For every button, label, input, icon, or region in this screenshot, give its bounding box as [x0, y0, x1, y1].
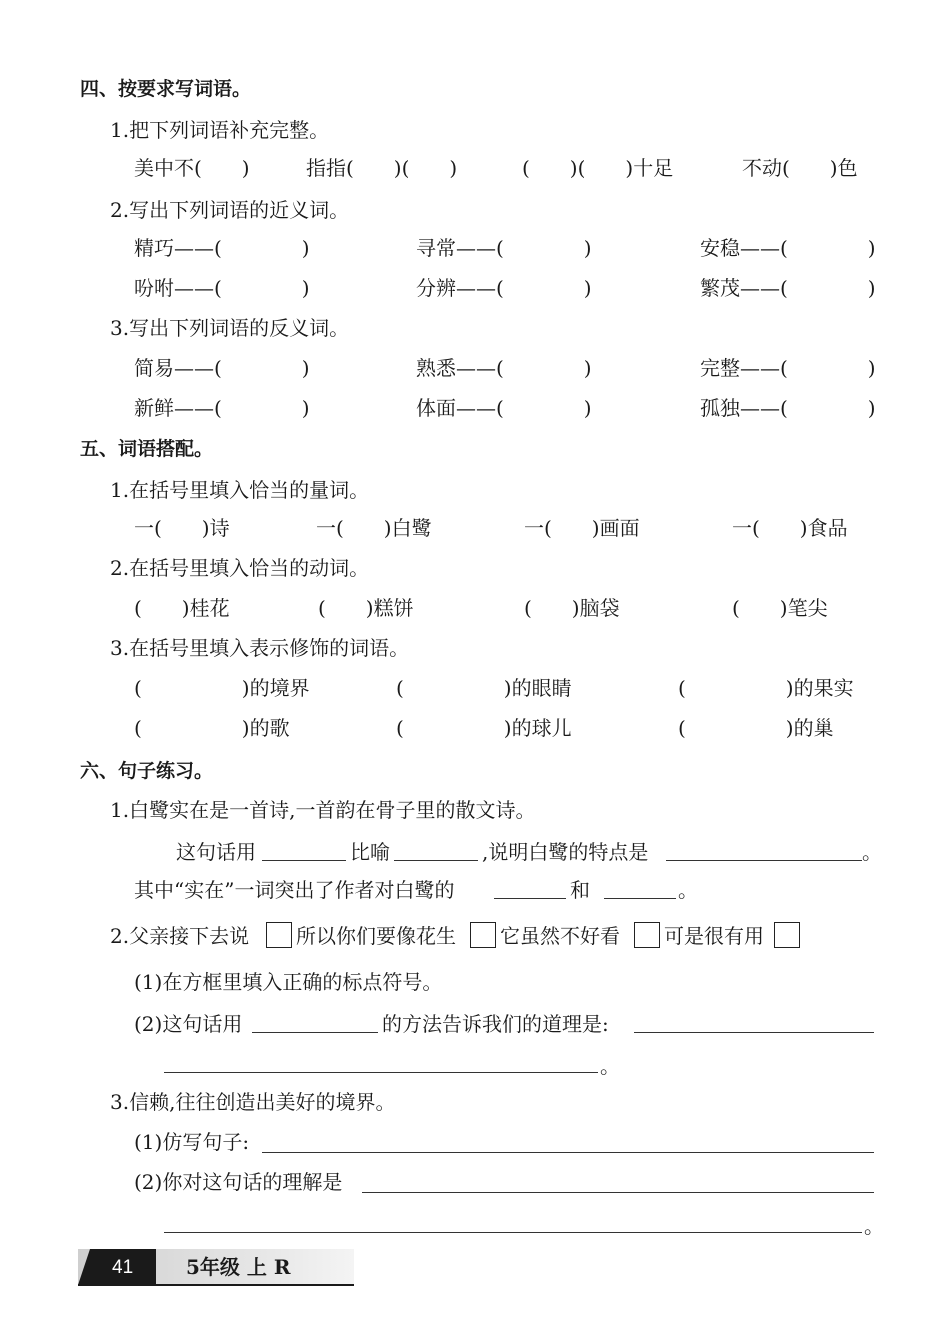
- answer-line[interactable]: [164, 1232, 862, 1233]
- section-4-title: 四、按要求写词语。: [80, 78, 252, 100]
- measure-word-item: 一( )白鹭: [316, 516, 432, 540]
- verb-item: ( )笔尖: [732, 596, 828, 620]
- sentence-text: 其中“实在”一词突出了作者对白鹭的: [134, 878, 455, 902]
- answer-line[interactable]: [394, 860, 478, 861]
- fill-item: ( )( )十足: [522, 156, 674, 180]
- sub-question: (1)在方框里填入正确的标点符号。: [134, 970, 443, 994]
- synonym-item: 繁茂——( ): [700, 276, 876, 300]
- measure-word-item: 一( )画面: [524, 516, 640, 540]
- fill-item: 美中不( ): [134, 156, 250, 180]
- question-4-2: 2.写出下列词语的近义词。: [110, 198, 350, 222]
- grade-label: 5年级 上 R: [186, 1255, 291, 1279]
- sentence-text: 可是很有用: [664, 924, 764, 948]
- modifier-item: ( )的球儿: [396, 716, 572, 740]
- punctuation-box[interactable]: [266, 922, 292, 948]
- synonym-item: 寻常——( ): [416, 236, 592, 260]
- synonym-item: 吩咐——( ): [134, 276, 310, 300]
- modifier-item: ( )的眼睛: [396, 676, 572, 700]
- sentence-text: 。: [678, 878, 698, 902]
- sentence-text: ,说明白鹭的特点是: [482, 840, 649, 864]
- question-5-3: 3.在括号里填入表示修饰的词语。: [110, 636, 410, 660]
- question-4-1: 1.把下列词语补充完整。: [110, 118, 330, 142]
- question-4-3: 3.写出下列词语的反义词。: [110, 316, 350, 340]
- sentence-text: 这句话用: [176, 840, 256, 864]
- answer-line[interactable]: [252, 1032, 378, 1033]
- footer-rule: [78, 1284, 354, 1286]
- answer-line[interactable]: [362, 1192, 874, 1193]
- page-number: 41: [112, 1257, 134, 1278]
- sentence-text: 。: [864, 1214, 884, 1238]
- antonym-item: 熟悉——( ): [416, 356, 592, 380]
- sub-question: (1)仿写句子:: [134, 1130, 250, 1154]
- antonym-item: 新鲜——( ): [134, 396, 310, 420]
- sentence-text: 。: [862, 840, 882, 864]
- measure-word-item: 一( )食品: [732, 516, 848, 540]
- answer-line[interactable]: [494, 898, 566, 899]
- antonym-item: 完整——( ): [700, 356, 876, 380]
- answer-line[interactable]: [164, 1072, 598, 1073]
- answer-line[interactable]: [666, 860, 862, 861]
- sentence-text: 所以你们要像花生: [296, 924, 456, 948]
- synonym-item: 安稳——( ): [700, 236, 876, 260]
- question-6-3: 3.信赖,往往创造出美好的境界。: [110, 1090, 396, 1114]
- antonym-item: 简易——( ): [134, 356, 310, 380]
- question-5-2: 2.在括号里填入恰当的动词。: [110, 556, 370, 580]
- sentence-text: 和: [570, 878, 590, 902]
- answer-line[interactable]: [634, 1032, 874, 1033]
- answer-line[interactable]: [604, 898, 676, 899]
- question-6-1: 1.白鹭实在是一首诗,一首韵在骨子里的散文诗。: [110, 798, 536, 822]
- verb-item: ( )脑袋: [524, 596, 620, 620]
- modifier-item: ( )的巢: [678, 716, 834, 740]
- modifier-item: ( )的歌: [134, 716, 290, 740]
- sentence-text: 比喻: [350, 840, 390, 864]
- verb-item: ( )桂花: [134, 596, 230, 620]
- fill-item: 指指( )( ): [306, 156, 458, 180]
- synonym-item: 分辨——( ): [416, 276, 592, 300]
- question-5-1: 1.在括号里填入恰当的量词。: [110, 478, 370, 502]
- answer-line[interactable]: [262, 860, 346, 861]
- sentence-text: 的方法告诉我们的道理是:: [382, 1012, 609, 1036]
- section-5-title: 五、词语搭配。: [80, 438, 214, 460]
- modifier-item: ( )的果实: [678, 676, 854, 700]
- sentence-text: 它虽然不好看: [500, 924, 620, 948]
- antonym-item: 孤独——( ): [700, 396, 876, 420]
- sub-question: (2)这句话用: [134, 1012, 243, 1036]
- sub-question: (2)你对这句话的理解是: [134, 1170, 343, 1194]
- fill-item: 不动( )色: [742, 156, 858, 180]
- question-6-2: 2.父亲接下去说: [110, 924, 250, 948]
- punctuation-box[interactable]: [634, 922, 660, 948]
- antonym-item: 体面——( ): [416, 396, 592, 420]
- verb-item: ( )糕饼: [318, 596, 414, 620]
- measure-word-item: 一( )诗: [134, 516, 230, 540]
- punctuation-box[interactable]: [470, 922, 496, 948]
- synonym-item: 精巧——( ): [134, 236, 310, 260]
- section-6-title: 六、句子练习。: [80, 760, 214, 782]
- punctuation-box[interactable]: [774, 922, 800, 948]
- answer-line[interactable]: [262, 1152, 874, 1153]
- modifier-item: ( )的境界: [134, 676, 310, 700]
- sentence-text: 。: [600, 1054, 620, 1078]
